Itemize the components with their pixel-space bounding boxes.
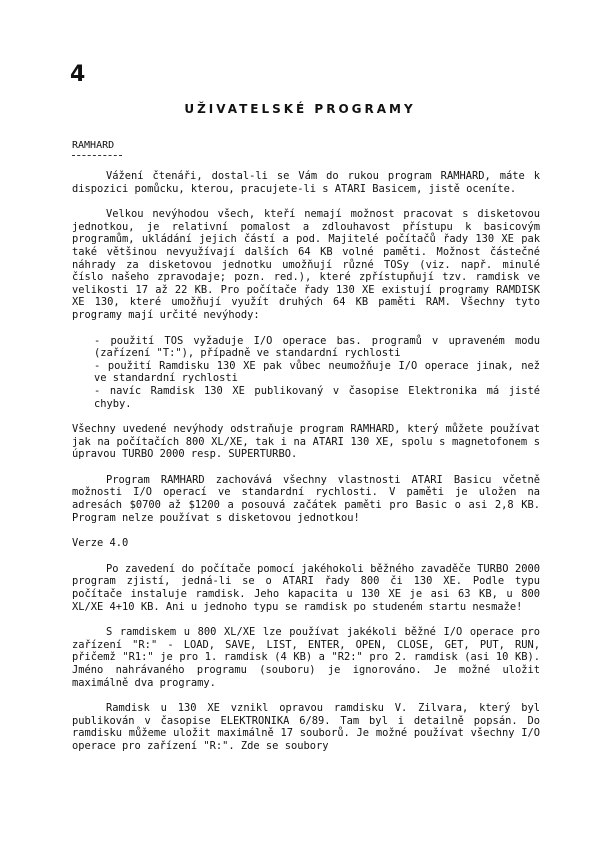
paragraph-130xe-ramdisk: Ramdisk u 130 XE vznikl opravou ramdisku V. Zilvara, který byl publikován v časopise ELEKTRONIKA 6/89. Tam byl i detailně popsán. Do ramdisku můžeme uložit maximálně 17 souborů. Je možné používat všechny I/O operace pro zařízení "R:". Zde se soubory <box>72 702 540 752</box>
paragraph-ramhard-solution: Všechny uvedené nevýhody odstraňuje program RAMHARD, který můžete používat jak na počítačích 800 XL/XE, tak i na ATARI 130 XE, spolu s magnetofonem s úpravou TURBO 2000 resp. SUPERTURBO. <box>72 423 540 461</box>
version-heading: Verze 4.0 <box>72 537 129 550</box>
article-body <box>72 170 540 766</box>
list-item: - použití Ramdisku 130 XE pak vůbec neumožňuje I/O operace jinak, než ve standardní rychlosti <box>94 359 540 385</box>
section-heading-underline <box>72 155 122 156</box>
paragraph-disadvantages: Velkou nevýhodou všech, kteří nemají možnost pracovat s disketovou jednotkou, je relativní pomalost a zdlouhavost přístupu k basicovým programům, ukládání jejich částí a pod. Majitelé počítačů řady 130 XE pak také většinou nevyužívají dalších 64 KB volné paměti. Možnost částečné náhrady za disketovou jednotku umožňují různé TOSy (viz. např. minulé číslo našeho zpravodaje; pozn. red.), které zpřístupňují tzv. ramdisk ve velikosti 17 až 22 KB. Pro počítače řady 130 XE existují programy RAMDISK XE 130, které umožňují využít druhých 64 KB paměti RAM. Všechny tyto programy mají určité nevýhody: <box>72 208 540 321</box>
list-item: - použití TOS vyžaduje I/O operace bas. programů v upraveném modu (zařízení "T:"), případně ve standardní rychlosti <box>94 334 540 360</box>
paragraph-loading: Po zavedení do počítače pomocí jakéhokoli běžného zavaděče TURBO 2000 program zjistí, jedná-li se o ATARI řady 800 či 130 XE. Podle typu počítače instaluje ramdisk. Jeho kapacita u 130 XE je asi 63 KB, u 800 XL/XE 4+10 KB. Ani u jednoho typu se ramdisk po studeném startu nesmaže! <box>72 562 540 613</box>
page-title: UŽIVATELSKÉ PROGRAMY <box>184 102 416 116</box>
paragraph-800xl-ramdisk: S ramdiskem u 800 XL/XE lze používat jakékoli běžné I/O operace pro zařízení "R:" - LOAD, SAVE, LIST, ENTER, OPEN, CLOSE, GET, PUT, RUN, přičemž "R1:" je pro 1. ramdisk (4 KB) a "R2:" pro 2. ramdisk (asi 10 KB). Jméno nahrávaného programu (souboru) je ignorováno. Je možné uložit maximálně dva programy. <box>72 626 540 689</box>
paragraph-intro: Vážení čtenáři, dostal-li se Vám do rukou program RAMHARD, máte k dispozici pomůcku, kterou, pracujete-li s ATARI Basicem, jistě oceníte. <box>72 170 540 195</box>
paragraph-ramhard-properties: Program RAMHARD zachovává všechny vlastnosti ATARI Basicu včetně možnosti I/O operací ve standardní rychlosti. V paměti je uložen na adresách $0700 až $1200 a posouvá začátek paměti pro Basic o asi 2,8 KB. Program nelze používat s disketovou jednotkou! <box>72 473 540 524</box>
section-heading: RAMHARD <box>72 140 115 151</box>
disadvantages-list <box>72 335 540 411</box>
page-number: 4 <box>70 62 86 87</box>
list-item: - navíc Ramdisk 130 XE publikovaný v časopise Elektronika má jisté chyby. <box>94 384 540 410</box>
